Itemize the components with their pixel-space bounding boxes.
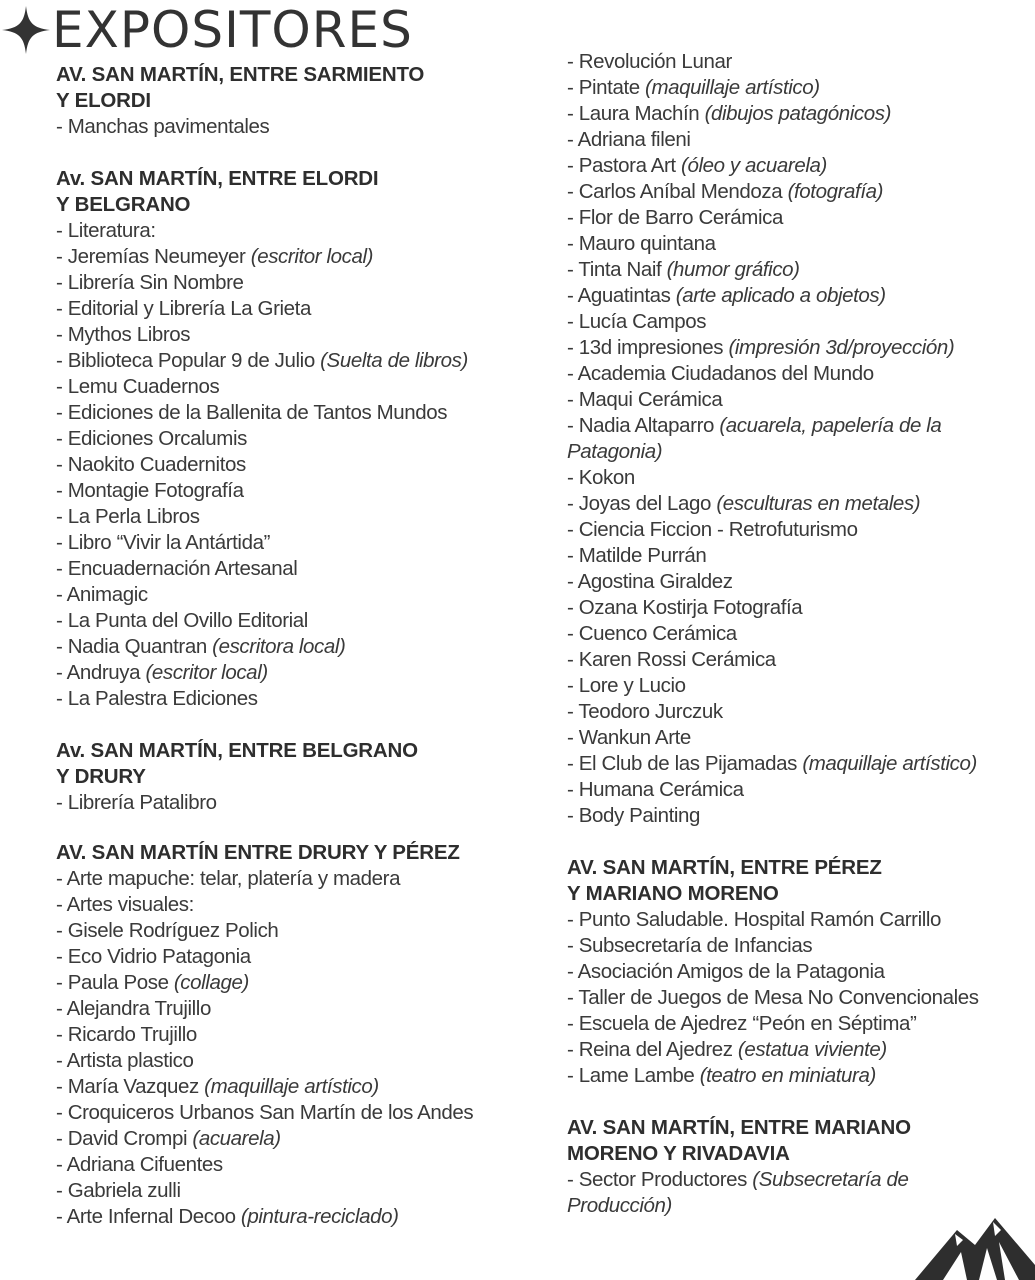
exhibitor-item [56,1152,526,1178]
exhibitor-item [567,309,1017,335]
exhibitor-note: (maquillaje artístico) [645,76,820,99]
exhibitor-item [56,348,526,374]
exhibitor-item [56,1204,526,1230]
exhibitor-name: - La Perla Libros [56,505,200,528]
exhibitor-item [56,400,526,426]
exhibitor-name: - Literatura: [56,219,156,242]
exhibitor-note: (impresión 3d/proyección) [728,336,955,359]
exhibitor-name: - Kokon [567,466,635,489]
right-column [567,0,1017,1219]
exhibitor-item [56,660,526,686]
exhibitor-name: - Wankun Arte [567,726,691,749]
exhibitor-item [567,725,1017,751]
exhibitor-item [567,257,1017,283]
exhibitor-item [56,1126,526,1152]
exhibitor-item [567,959,1017,985]
sparkle-icon [2,6,50,54]
exhibitor-item [567,1063,1017,1089]
exhibitor-name: - Arte Infernal Decoo [56,1205,241,1228]
exhibitor-name: - Paula Pose [56,971,174,994]
exhibitor-item [567,283,1017,309]
exhibitor-name: - David Crompi [56,1127,193,1150]
exhibitor-name: - Cuenco Cerámica [567,622,737,645]
exhibitor-note: (Subsecretaría de Producción) [567,1168,909,1217]
exhibitor-name: - Humana Cerámica [567,778,744,801]
exhibitor-item [567,543,1017,569]
exhibitor-item [56,582,526,608]
exhibitor-name: - María Vazquez [56,1075,205,1098]
exhibitor-name: - Manchas pavimentales [56,115,270,138]
exhibitor-item [567,985,1017,1011]
section-heading: Y DRURY [56,765,146,788]
exhibitor-item [567,933,1017,959]
exhibitor-note: (escritora local) [212,635,346,658]
exhibitor-name: - Lucía Campos [567,310,707,333]
section [56,840,526,1230]
exhibitor-name: - Lame Lambe [567,1064,700,1087]
exhibitor-item [56,970,526,996]
exhibitor-item [567,491,1017,517]
exhibitor-name: - Ciencia Ficcion - Retrofuturismo [567,518,858,541]
exhibitor-item [567,101,1017,127]
exhibitor-item [56,504,526,530]
exhibitor-name: - El Club de las Pijamadas [567,752,803,775]
exhibitor-name: - Montagie Fotografía [56,479,244,502]
exhibitor-item [567,647,1017,673]
section-heading: AV. SAN MARTÍN, ENTRE MARIANO [567,1116,911,1139]
exhibitor-item [56,1022,526,1048]
exhibitor-name: - Encuadernación Artesanal [56,557,298,580]
exhibitor-item [567,803,1017,829]
exhibitor-item [567,699,1017,725]
exhibitor-name: - Body Painting [567,804,701,827]
exhibitor-name: - Pintate [567,76,646,99]
exhibitor-name: - Punto Saludable. Hospital Ramón Carrillo [567,908,942,931]
exhibitor-item [567,673,1017,699]
exhibitor-item [56,244,526,270]
exhibitor-item [56,608,526,634]
exhibitor-name: - Animagic [56,583,148,606]
exhibitor-item [567,621,1017,647]
exhibitor-item [567,569,1017,595]
exhibitor-note: (escritor local) [250,245,374,268]
exhibitor-name: - Lore y Lucio [567,674,686,697]
exhibitor-name: - Sector Productores [567,1168,753,1191]
exhibitor-item [56,1100,526,1126]
exhibitor-name: - Escuela de Ajedrez “Peón en Séptima” [567,1012,917,1035]
exhibitor-name: - Flor de Barro Cerámica [567,206,783,229]
exhibitor-name: - 13d impresiones [567,336,729,359]
exhibitor-item [56,790,526,816]
exhibitor-item [56,996,526,1022]
exhibitor-name: - Naokito Cuadernitos [56,453,246,476]
exhibitor-item [567,361,1017,387]
exhibitor-item [56,686,526,712]
exhibitor-name: - Librería Patalibro [56,791,217,814]
exhibitor-note: (acuarela, papelería de la Patagonia) [567,414,942,463]
left-column [56,0,526,1230]
section [56,62,526,140]
exhibitor-item [567,1011,1017,1037]
exhibitor-note: (arte aplicado a objetos) [675,284,886,307]
exhibitor-name: - Teodoro Jurczuk [567,700,723,723]
exhibitor-name: - Maqui Cerámica [567,388,723,411]
exhibitor-note: (estatua viviente) [737,1038,887,1061]
exhibitor-name: - Artes visuales: [56,893,194,916]
exhibitor-item [56,1074,526,1100]
exhibitor-item [56,270,526,296]
exhibitor-item [567,179,1017,205]
exhibitor-name: - Reina del Ajedrez [567,1038,738,1061]
exhibitor-note: (maquillaje artístico) [204,1075,379,1098]
exhibitor-item [56,556,526,582]
exhibitor-item [567,127,1017,153]
exhibitor-name: - Adriana Cifuentes [56,1153,223,1176]
exhibitor-item [567,517,1017,543]
exhibitor-name: - Librería Sin Nombre [56,271,244,294]
exhibitor-name: - Gabriela zulli [56,1179,181,1202]
exhibitor-item [567,413,1017,465]
exhibitor-name: - Alejandra Trujillo [56,997,211,1020]
exhibitor-note: (óleo y acuarela) [681,154,827,177]
exhibitor-note: (pintura-reciclado) [240,1205,399,1228]
exhibitor-name: - Ediciones de la Ballenita de Tantos Mundos [56,401,448,424]
exhibitor-note: (collage) [173,971,249,994]
exhibitor-name: - Lemu Cuadernos [56,375,220,398]
exhibitor-item [567,231,1017,257]
exhibitor-item [567,205,1017,231]
exhibitor-item [56,452,526,478]
exhibitor-item [567,777,1017,803]
exhibitor-note: (esculturas en metales) [716,492,921,515]
exhibitor-name: - Asociación Amigos de la Patagonia [567,960,885,983]
exhibitor-item [56,114,526,140]
section-heading: AV. SAN MARTÍN, ENTRE SARMIENTO [56,63,425,86]
exhibitor-name: - Nadia Altaparro [567,414,720,437]
exhibitor-item [56,866,526,892]
exhibitor-name: - Croquiceros Urbanos San Martín de los Andes [56,1101,474,1124]
exhibitor-name: - Agostina Giraldez [567,570,733,593]
section-heading: MORENO Y RIVADAVIA [567,1142,790,1165]
exhibitor-item [567,595,1017,621]
exhibitor-note: (humor gráfico) [666,258,800,281]
section-heading: Y ELORDI [56,89,151,112]
exhibitor-name: - Eco Vidrio Patagonia [56,945,251,968]
exhibitor-item [56,1048,526,1074]
mountain-logo [895,1190,1035,1280]
exhibitor-item [567,751,1017,777]
section-heading: AV. SAN MARTÍN ENTRE DRURY Y PÉREZ [56,841,460,864]
exhibitor-name: - Karen Rossi Cerámica [567,648,776,671]
exhibitor-item [56,218,526,244]
exhibitor-item [567,387,1017,413]
exhibitor-name: - Editorial y Librería La Grieta [56,297,311,320]
exhibitor-name: - Tinta Naif [567,258,667,281]
exhibitor-item [56,944,526,970]
exhibitor-name: - Gisele Rodríguez Polich [56,919,279,942]
exhibitor-name: - Ediciones Orcalumis [56,427,247,450]
exhibitor-note: (escritor local) [145,661,268,684]
section-heading: AV. SAN MARTÍN, ENTRE PÉREZ [567,856,882,879]
exhibitor-item [56,1178,526,1204]
exhibitor-name: - Laura Machín [567,102,705,125]
exhibitor-name: - Artista plastico [56,1049,194,1072]
exhibitor-item [567,75,1017,101]
section [56,166,526,712]
exhibitor-name: - Andruya [56,661,146,684]
exhibitor-name: - Nadia Quantran [56,635,213,658]
exhibitor-item [56,322,526,348]
exhibitor-name: - Joyas del Lago [567,492,717,515]
exhibitor-note: (acuarela) [192,1127,281,1150]
exhibitor-name: - La Punta del Ovillo Editorial [56,609,308,632]
section-heading: Av. SAN MARTÍN, ENTRE BELGRANO [56,739,418,762]
exhibitor-name: - Pastora Art [567,154,682,177]
exhibitor-item [567,1037,1017,1063]
exhibitor-note: (teatro en miniatura) [699,1064,876,1087]
exhibitor-name: - Adriana fileni [567,128,691,151]
exhibitor-item [56,296,526,322]
exhibitor-name: - Arte mapuche: [56,867,201,890]
section [56,738,526,816]
exhibitor-name: - Subsecretaría de Infancias [567,934,813,957]
exhibitor-item [56,478,526,504]
section [567,49,1017,829]
exhibitor-item [567,153,1017,179]
exhibitor-name: - Ozana Kostirja Fotografía [567,596,803,619]
section-heading: Av. SAN MARTÍN, ENTRE ELORDI [56,167,379,190]
exhibitor-note: (fotografía) [787,180,884,203]
exhibitor-note: (maquillaje artístico) [802,752,977,775]
section-heading: Y BELGRANO [56,193,191,216]
exhibitor-item [567,49,1017,75]
exhibitor-item [56,918,526,944]
exhibitor-name: - La Palestra Ediciones [56,687,258,710]
exhibitor-item [56,374,526,400]
exhibitor-name: - Biblioteca Popular 9 de Julio [56,349,321,372]
exhibitor-item [56,530,526,556]
section-heading: Y MARIANO MORENO [567,882,779,905]
exhibitor-item [56,892,526,918]
exhibitor-item [56,634,526,660]
exhibitor-item [567,465,1017,491]
exhibitor-item [567,335,1017,361]
exhibitor-name: - Academia Ciudadanos del Mundo [567,362,874,385]
exhibitor-name: - Aguatintas [567,284,676,307]
exhibitor-name: - Revolución Lunar [567,50,732,73]
exhibitor-name: - Ricardo Trujillo [56,1023,197,1046]
exhibitor-name: - Libro “Vivir la Antártida” [56,531,271,554]
exhibitor-item [56,426,526,452]
exhibitor-note: (Suelta de libros) [320,349,468,372]
exhibitor-name: - Mythos Libros [56,323,191,346]
exhibitor-name: - Carlos Aníbal Mendoza [567,180,788,203]
exhibitor-name: - Taller de Juegos de Mesa No Convencionales [567,986,979,1009]
section [567,855,1017,1089]
exhibitor-name: - Mauro quintana [567,232,716,255]
exhibitor-name: - Matilde Purrán [567,544,707,567]
exhibitor-note: (dibujos patagónicos) [704,102,892,125]
exhibitor-note: telar, platería y madera [200,867,401,890]
page-title: EXPOSITORES [52,1,413,59]
exhibitor-name: - Jeremías Neumeyer [56,245,251,268]
exhibitor-item [567,907,1017,933]
